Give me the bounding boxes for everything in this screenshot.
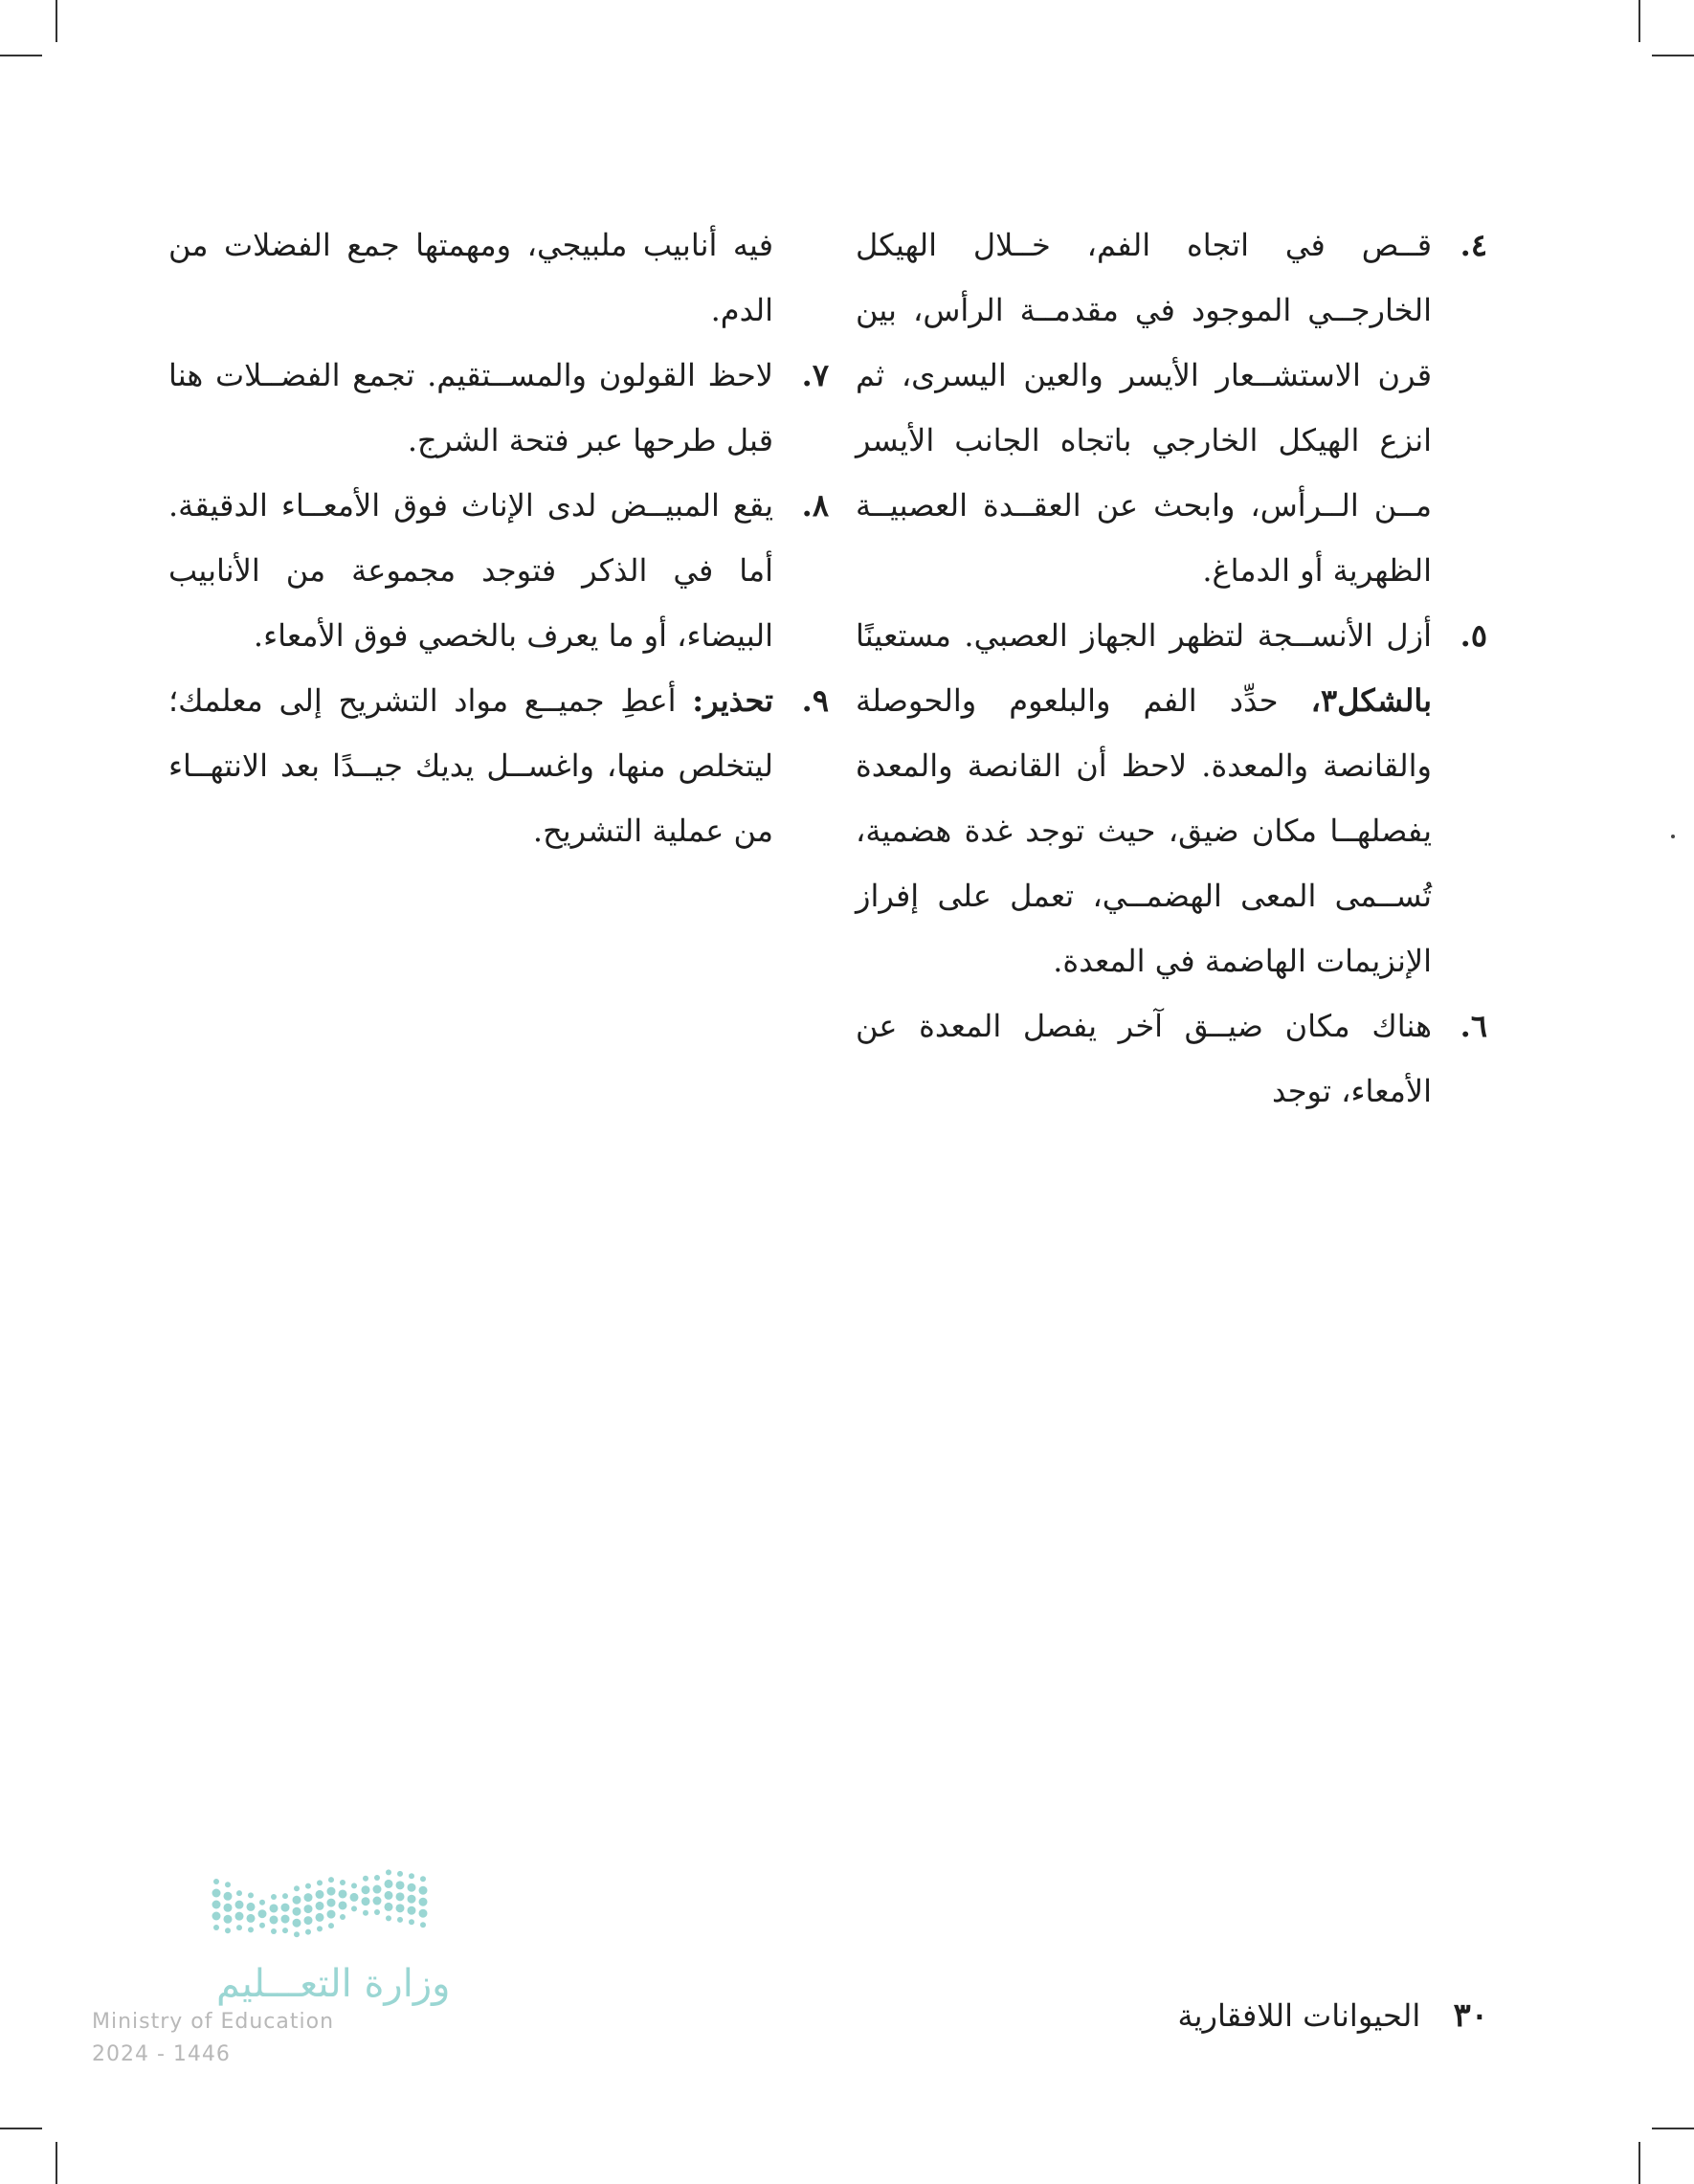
logo-dot [419,1886,428,1895]
page-footer [1177,1996,1488,2035]
step-number: ٤. [1460,227,1487,263]
logo-dot [304,1893,313,1902]
logo-dot [225,1928,231,1933]
logo-dot [212,1889,221,1898]
logo-dot [362,1885,370,1894]
step-6-continuation [168,212,829,343]
logo-dot [248,1892,254,1898]
logo-dot [259,1900,265,1905]
logo-dot [350,1893,359,1902]
warning-label: تحذير: [692,682,773,719]
logo-dot [340,1914,345,1920]
logo-dot [386,1915,391,1921]
logo-dot [271,1928,277,1934]
step-text-before: أزل الأنســجة لتظهر الجهاز العصبي. مستعينًا [856,617,1432,654]
logo-dot [374,1909,380,1915]
logo-dot [247,1914,256,1923]
logo-dot [212,1901,221,1909]
logo-dot [396,1892,405,1901]
logo-dot [281,1915,290,1924]
step-text: يقع المبيــض لدى الإناث فوق الأمعــاء الدقيقة. أما في الذكر فتوجد مجموعة من الأنابيب البيضاء، أو ما يعرف بالخصي فوق الأمعاء. [168,487,773,654]
ministry-logo [92,1866,456,2071]
logo-dot [386,1869,391,1875]
logo-dot [316,1902,324,1910]
logo-dot [305,1883,311,1889]
logo-dot [294,1931,300,1937]
page-number: ٣٠ [1453,1996,1488,2035]
step-number: ٦. [1460,1008,1487,1044]
logo-dot [409,1919,414,1925]
logo-dot [328,1923,334,1928]
logo-dot [236,1890,242,1896]
logo-dot [362,1897,370,1905]
logo-dot [212,1912,221,1921]
logo-dot [236,1925,242,1930]
logo-dot [316,1913,324,1922]
logo-dot [282,1893,288,1899]
logo-dot [374,1875,380,1881]
logo-dot [225,1882,231,1887]
logo-dots-icon [92,1866,456,1952]
logo-dot [397,1871,403,1877]
logo-dot [235,1901,244,1909]
logo-dot [408,1895,416,1904]
logo-dot [327,1899,336,1907]
chapter-title: الحيوانات اللافقارية [1177,1997,1421,2034]
logo-dot [373,1885,382,1894]
step-text-after: حدِّد الفم والبلعوم والحوصلة والقانصة والمعدة. لاحظ أن القانصة والمعدة يفصلهــا مكان ضيق، حيث توجد غدة هضمية، تُســمى المعى الهضمــي، تعمل على إفراز الإنزيمات الهاضمة في المعدة. [856,682,1432,979]
step-text: قــص في اتجاه الفم، خــلال الهيكل الخارجــي الموجود في مقدمــة الرأس، بين قرن الاستشــعار الأيسر والعين اليسرى، ثم انزع الهيكل الخارجي باتجاه الجانب الأيسر مــن الــرأس، وابحث عن العقــدة العصبيــة الظهرية أو الدماغ. [856,227,1432,589]
logo-dot [248,1927,254,1932]
logo-year-text: 2024 - 1446 [92,2042,231,2066]
logo-dot [282,1928,288,1933]
logo-dot [294,1885,300,1891]
logo-dot [304,1905,313,1913]
logo-dot [293,1896,301,1905]
logo-dot [281,1904,290,1912]
logo-dot [351,1883,357,1888]
logo-dot [258,1909,267,1918]
logo-dot [363,1910,368,1916]
logo-dot [317,1880,323,1885]
logo-dot [270,1915,279,1924]
logo-dot [351,1905,357,1911]
step-text: أعطِ جميــع مواد التشريح إلى معلمك؛ ليتخلص منها، واغســل يديك جيــدًا بعد الانتهــاء من عملية التشريح. [168,682,773,849]
step-text: لاحظ القولون والمســتقيم. تجمع الفضــلات هنا قبل طرحها عبر فتحة الشرج. [168,357,773,458]
logo-dot [271,1894,277,1900]
step-text: فيه أنابيب ملبيجي، ومهمتها جمع الفضلات من الدم. [168,227,773,328]
stray-dot [1671,835,1675,838]
step-number: ٩. [801,682,829,719]
logo-dot [259,1923,265,1928]
logo-dot [396,1904,405,1912]
logo-dot [397,1917,403,1923]
logo-dot [224,1892,233,1901]
crop-mark [1652,2128,1694,2129]
crop-mark [1638,0,1640,42]
step-8 [168,473,829,668]
logo-dot [305,1929,311,1935]
step-text: هناك مكان ضيــق آخر يفصل المعدة عن الأمعاء، توجد [856,1008,1432,1109]
crop-mark [56,2142,57,2184]
crop-mark [0,2128,42,2129]
logo-dot [327,1887,336,1896]
logo-dot [385,1903,393,1911]
step-4 [856,212,1487,603]
logo-dot [224,1904,233,1912]
logo-dot [385,1880,393,1888]
logo-dot [327,1910,336,1919]
logo-arabic-text: وزارة التعـــليم [216,1962,451,2006]
logo-dot [385,1891,393,1900]
logo-dot [363,1876,368,1882]
logo-dot [247,1903,256,1911]
logo-dot [293,1907,301,1916]
logo-dot [420,1922,426,1928]
crop-mark [56,0,57,42]
logo-dot [213,1925,219,1930]
step-9 [168,668,829,863]
logo-dot [317,1926,323,1931]
logo-dot [419,1909,428,1918]
crop-mark [0,55,42,56]
crop-mark [1652,55,1694,56]
step-6 [856,993,1487,1124]
logo-dot [340,1880,345,1885]
logo-dot [373,1897,382,1905]
logo-dot [420,1876,426,1882]
logo-dot [316,1890,324,1899]
logo-dot [293,1919,301,1928]
logo-dot [408,1906,416,1915]
logo-dot [304,1916,313,1925]
step-5 [856,603,1487,993]
logo-dot [224,1915,233,1924]
logo-dot [328,1877,334,1883]
step-7 [168,343,829,473]
logo-english-text: Ministry of Education [92,2010,335,2034]
crop-mark [1638,2142,1640,2184]
logo-dot [396,1881,405,1889]
logo-dot [213,1879,219,1884]
step-number: ٥. [1460,617,1487,654]
step-number: ٧. [801,357,829,393]
step-number: ٨. [801,487,829,524]
logo-dot [339,1889,347,1898]
logo-dot [409,1873,414,1879]
logo-dot [270,1904,279,1912]
logo-dot [419,1898,428,1906]
right-column [856,212,1487,1124]
logo-dot [235,1912,244,1921]
figure-reference: بالشكل٣، [1310,682,1432,719]
left-column [168,212,829,863]
logo-dot [339,1901,347,1909]
logo-dot [408,1883,416,1892]
